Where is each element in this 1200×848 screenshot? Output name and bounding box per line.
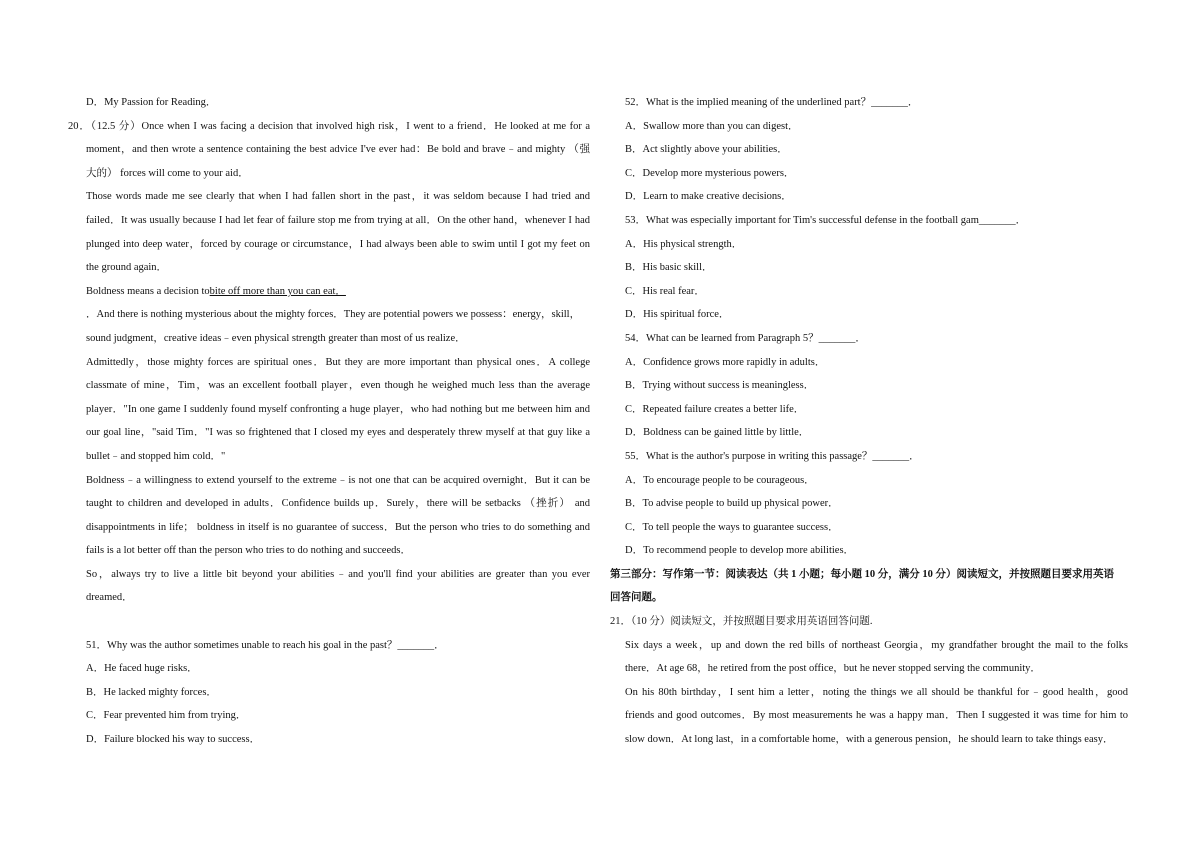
part-3-heading-line-2: 回答问题。	[610, 592, 663, 604]
question-54-option-c: C．Repeated failure creates a better life．	[625, 403, 805, 415]
part-3-heading-line-1: 第三部分：写作第一节：阅读表达（共 1 小题；每小题 10 分，满分 10 分）阅读短文，并按照题目要求用英语	[610, 568, 1114, 580]
spacer	[86, 610, 590, 634]
paragraph-3-line-1	[86, 280, 590, 304]
paragraph-4-line-2: classmate of mine，Tim，was an excellent football player，even though he weighed much less than the average	[86, 380, 590, 392]
question-53: 53．What was especially important for Tim's successful defense in the football gam_______．	[625, 214, 1027, 226]
left-column	[68, 91, 590, 752]
question-55-option-d: D．To recommend people to develop more abilities．	[625, 545, 855, 557]
question-54-option-b: B．Trying without success is meaningless．	[625, 380, 815, 392]
paragraph-4-line-3: player．"In one game I suddenly found myself confronting a huge player，who had nothing but me between him and	[86, 403, 590, 415]
question-21-paragraph-1-line-1: Six days a week，up and down the red bills of northeast Georgia，my grandfather brought the mail to the folks	[625, 639, 1128, 651]
question-21-paragraph-2-line-3: slow down．At long last，in a comfortable home，with a generous pension，he should learn to take things easy．	[625, 734, 1114, 746]
paragraph-2-line-3: plunged into deep water，forced by courage or circumstance，I had always been able to swim until I got my feet on	[86, 238, 590, 250]
right-column	[610, 91, 1128, 752]
paragraph-6-line-1: So，always try to live a little bit beyond your abilities﹣and you'll find your abilities are greater than you ever	[86, 568, 590, 580]
question-53-option-a: A．His physical strength．	[625, 238, 743, 250]
question-53-option-c: C．His real fear．	[625, 285, 705, 297]
paragraph-5-line-3: disappointments in life； boldness in itself is no guarantee of success．But the person who tries to do something and	[86, 521, 590, 533]
question-21: 21．（10 分）阅读短文，并按照题目要求用英语回答问题.	[610, 616, 873, 628]
question-55: 55．What is the author's purpose in writing this passage？_______．	[625, 450, 920, 462]
underlined-phrase: bite off more than you can eat．	[209, 285, 346, 297]
question-55-option-c: C．To tell people the ways to guarantee success．	[625, 521, 839, 533]
question-53-option-d: D．His spiritual force．	[625, 309, 730, 321]
question-51-option-a: A．He faced huge risks．	[86, 663, 198, 675]
paragraph-2-line-2: failed．It was usually because I had let fear of failure stop me from trying at all．On the other hand，whenever I had	[86, 214, 590, 226]
question-52-option-b: B．Act slightly above your abilities．	[625, 144, 788, 156]
question-21-paragraph-2-line-1: On his 80th birthday，I sent him a letter，noting the things we all should be thankful for﹣good health，good	[625, 686, 1128, 698]
question-51-option-b: B．He lacked mighty forces．	[86, 686, 217, 698]
paragraph-5-line-1: Boldness﹣a willingness to extend yourself to the extreme﹣is not one that can be acquired overnight．But it can be	[86, 474, 590, 486]
paragraph-4-line-4: our goal line，"said Tim．"I was so frightened that I closed my eyes and desperately threw myself at that guy like a	[86, 427, 590, 439]
paragraph-5-line-2: taught to children and developed in adults．Confidence builds up．Surely，there will be setbacks （挫折） and	[86, 498, 590, 510]
option-d-previous: D．My Passion for Reading．	[86, 97, 217, 108]
question-52-option-c: C．Develop more mysterious powers．	[625, 167, 795, 179]
question-52-option-a: A．Swallow more than you can digest．	[625, 120, 799, 132]
question-20-line-2: moment，and then wrote a sentence containing the best advice I've ever had：Be bold and brave﹣and mighty （强	[86, 144, 590, 156]
question-51-option-c: C．Fear prevented him from trying．	[86, 710, 247, 722]
question-55-option-a: A．To encourage people to be courageous．	[625, 474, 815, 486]
question-53-option-b: B．His basic skill．	[625, 262, 713, 274]
paragraph-5-line-4: fails is a lot better off than the person who tries to do nothing and succeeds．	[86, 545, 411, 557]
question-20-line-3: 大的） forces will come to your aid．	[86, 167, 249, 179]
question-55-option-b: B．To advise people to build up physical power．	[625, 498, 839, 510]
question-21-paragraph-2-line-2: friends and good outcomes．By most measurements he was a happy man．Then I suggested it was time for him to	[625, 710, 1128, 722]
question-54-option-a: A．Confidence grows more rapidly in adults．	[625, 356, 826, 368]
paragraph-3-line-2: ．And there is nothing mysterious about the mighty forces．They are potential powers we possess：energy，skill，	[86, 309, 581, 321]
paragraph-3-text: Boldness means a decision to	[86, 285, 210, 297]
question-20-line-1: 20．（12.5 分）Once when I was facing a decision that involved high risk，I went to a friend．He looked at me for a	[68, 120, 590, 132]
question-54-option-d: D．Boldness can be gained little by little．	[625, 427, 810, 439]
question-51: 51．Why was the author sometimes unable to reach his goal in the past？_______．	[86, 639, 445, 651]
paragraph-4-line-5: bullet﹣and stopped him cold．"	[86, 450, 226, 462]
question-51-option-d: D．Failure blocked his way to success．	[86, 734, 261, 746]
question-52-option-d: D．Learn to make creative decisions．	[625, 191, 792, 203]
question-52: 52．What is the implied meaning of the underlined part？_______．	[625, 97, 919, 108]
paragraph-2-line-1: Those words made me see clearly that when I had fallen short in the past，it was seldom because I had tried and	[86, 191, 590, 203]
paragraph-6-line-2: dreamed．	[86, 592, 133, 604]
question-54: 54．What can be learned from Paragraph 5？_______．	[625, 332, 866, 344]
paragraph-3-line-3: sound judgment，creative ideas﹣even physical strength greater than most of us realize．	[86, 332, 466, 344]
paragraph-2-line-4: the ground again．	[86, 262, 168, 274]
question-21-paragraph-1-line-2: there．At age 68，he retired from the post office，but he never stopped serving the community．	[625, 663, 1041, 675]
paragraph-4-line-1: Admittedly，those mighty forces are spiritual ones．But they are more important than physical ones．A college	[86, 356, 590, 368]
